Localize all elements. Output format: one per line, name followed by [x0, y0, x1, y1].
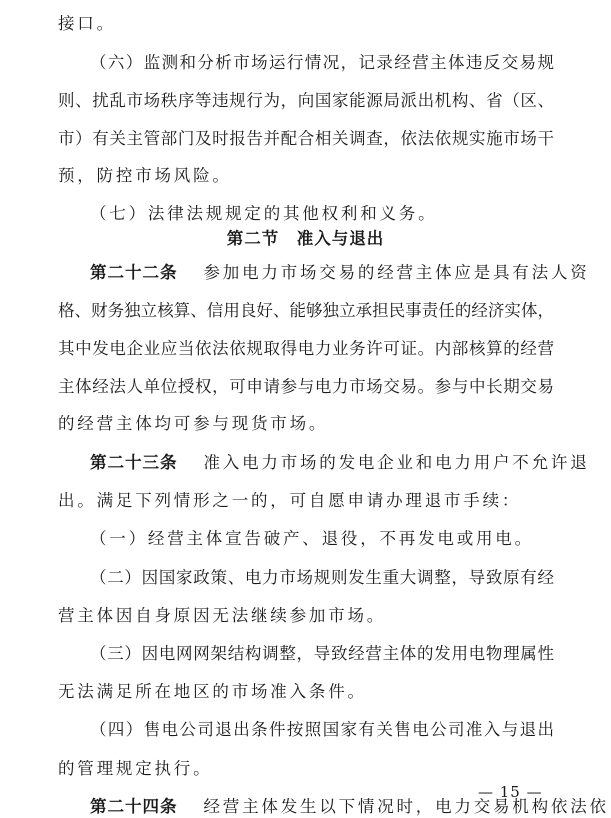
text-line: 其中发电企业应当依法依规取得电力业务许可证。内部核算的经营: [58, 339, 554, 358]
section-title: 第二节 准入与退出: [226, 229, 385, 248]
text-line: 格、财务独立核算、信用良好、能够独立承担民事责任的经济实体，: [58, 301, 554, 320]
list-item: （一）经营主体宣告破产、退役，不再发电或用电。: [90, 529, 534, 548]
text-line: 无法满足所在地区的市场准入条件。: [58, 682, 367, 701]
text-line: 的管理规定执行。: [58, 759, 213, 778]
article-title: 第二十三条: [90, 453, 178, 472]
article-text: 参加电力市场交易的经营主体应是具有法人资: [203, 263, 590, 282]
article-text: 经营主体发生以下情况时，电力交易机构依法依: [203, 797, 609, 816]
article-title: 第二十四条: [90, 797, 178, 816]
text-line: （七）法律法规规定的其他权利和义务。: [90, 204, 438, 223]
list-item: （二）因国家政策、电力市场规则发生重大调整，导致原有经: [90, 568, 554, 587]
text-line: 出。满足下列情形之一的，可自愿申请办理退市手续：: [58, 491, 522, 510]
page-number: — 15 —: [478, 783, 543, 801]
text-line: 则、扰乱市场秩序等违规行为，向国家能源局派出机构、省（区、: [58, 91, 554, 110]
text-line: 主体经法人单位授权，可申请参与电力市场交易。参与中长期交易: [58, 377, 554, 396]
text-line: 的经营主体均可参与现货市场。: [58, 414, 329, 433]
text-line: （六）监测和分析市场运行情况，记录经营主体违反交易规: [90, 53, 554, 72]
article-title: 第二十二条: [90, 263, 178, 282]
text-line: 营主体因自身原因无法继续参加市场。: [58, 606, 387, 625]
text-line: 接口。: [58, 14, 116, 33]
text-line: 市）有关主管部门及时报告并配合相关调查，依法依规实施市场干: [58, 129, 554, 148]
text-line: 预，防控市场风险。: [58, 166, 232, 185]
list-item: （四）售电公司退出条件按照国家有关售电公司准入与退出: [90, 720, 554, 739]
article-text: 准入电力市场的发电企业和电力用户不允许退: [203, 453, 590, 472]
list-item: （三）因电网网架结构调整，导致经营主体的发用电物理属性: [90, 644, 554, 663]
